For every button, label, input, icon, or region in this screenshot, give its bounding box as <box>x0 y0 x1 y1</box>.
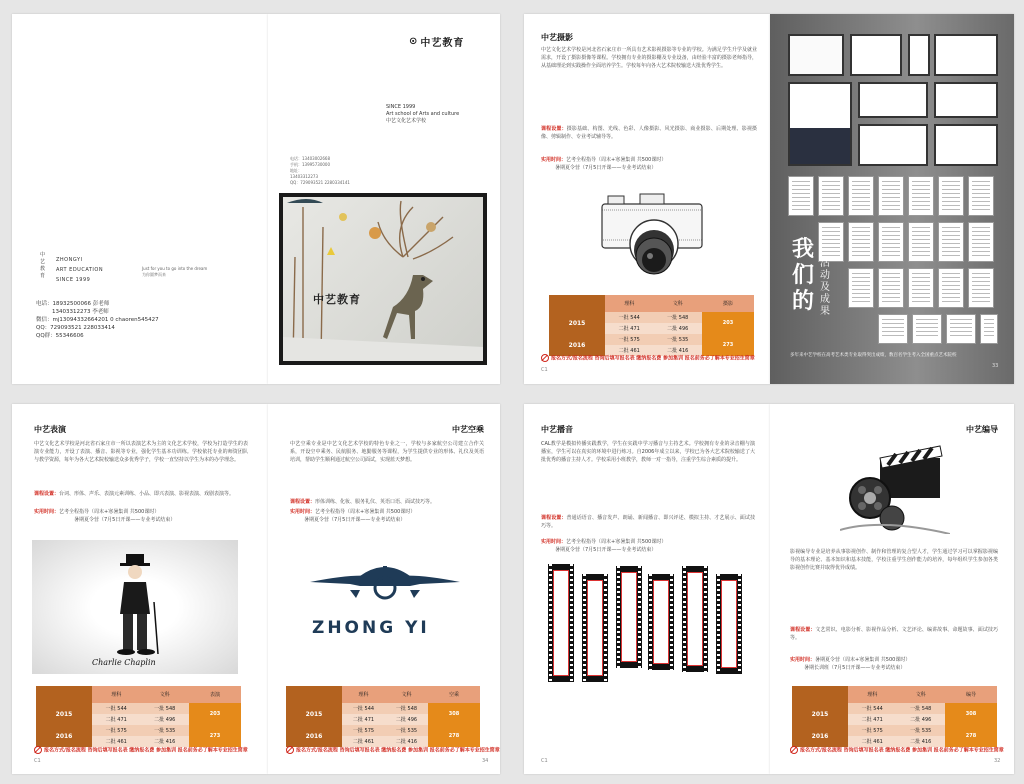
air-schedule <box>290 508 484 524</box>
notice-text: 报名方式/报名流程 咨询后填写报名表 缴纳报名费 参加集训 报名前务必了解本专业招生简章 <box>551 355 755 362</box>
table-cell: 二批 416 <box>897 736 946 747</box>
certificate-thumb <box>788 176 814 216</box>
table-header: 表演 <box>189 686 241 703</box>
schedule-text: 暑期夏令营（周末+寒暑集训 共500课时） <box>815 657 911 663</box>
certificate-thumb <box>908 268 934 308</box>
table-cell: 一批 544 <box>342 703 385 714</box>
schedule-label: 实用时间： <box>790 657 816 663</box>
table-cell: 二批 461 <box>342 736 385 747</box>
gallery-photo <box>934 82 998 118</box>
table-cell: 一批 535 <box>654 334 703 345</box>
poster-title: 中艺教育 <box>313 293 361 306</box>
airplane-icon <box>310 562 460 614</box>
film-strip <box>582 574 608 682</box>
table-cell: 一批 575 <box>848 725 897 736</box>
certificate-thumb <box>878 268 904 308</box>
table-header: 理科 <box>605 295 654 312</box>
table-cell: 一批 575 <box>342 725 385 736</box>
page-number: C1 <box>541 758 548 764</box>
table-cell: 一批 548 <box>385 703 428 714</box>
table-cell: 二批 461 <box>92 736 141 747</box>
table-cell: 二批 461 <box>848 736 897 747</box>
certificate-thumb <box>938 268 964 308</box>
table-accent: 278 <box>945 725 997 747</box>
course-text: 摄影基础、构图、光线、色彩、人像摄影、风光摄影、商业摄影、后期处理、影视摄像、剪辑制作、专业考试辅导等。 <box>541 126 757 140</box>
perform-page-body: 中艺文化艺术学校是河北省石家庄市一所以表演艺术为主的文化艺术学校，学校为打造学生的表演专业能力，开设了表演、播音、影视等专业，强化学生基本功训练。学校依托专业的师资团队与教学资源，每年为各大艺术院校输送众多优秀学子，学校一直坚持以学生为本的办学理念。 <box>34 441 248 463</box>
certificate-thumb <box>848 268 874 308</box>
contact-line: QQ群：55346606 <box>36 333 84 339</box>
cover-contacts <box>36 300 159 340</box>
certificate-thumb <box>878 176 904 216</box>
schedule-text: 艺考全程指导（周末+寒暑集训 共500课时） <box>566 539 667 545</box>
schedule-text: 艺考全程指导（周末+寒暑集训 共500课时） <box>315 509 416 515</box>
director-page-body: 影视编导专业是培养从事影视创作、制作和管理的复合型人才，学生通过学习可以掌握影视编导的基本理论、基本知识和基本技能，学校注重学生创作能力的培养，每年组织学生参加各类影视创作比赛并取得优异成绩。 <box>790 549 998 571</box>
course-text: 形体训练、化妆、服务礼仪、英语口语、面试技巧等。 <box>315 499 436 505</box>
photo-notice <box>541 354 755 362</box>
table-cell: 一批 535 <box>141 725 190 736</box>
gallery-big-title: 我们的 <box>792 236 815 314</box>
slogan-line-1: Just for you to go into the dream <box>142 266 208 271</box>
perform-page-title: 中艺表演 <box>34 425 66 434</box>
gallery-photo <box>934 124 998 166</box>
broadcast-schedule <box>541 538 755 554</box>
table-cell: 二批 471 <box>848 714 897 725</box>
camera-icon <box>598 190 708 282</box>
table-cell: 二批 461 <box>605 345 654 356</box>
table-cell: 二批 471 <box>92 714 141 725</box>
table-cell: 二批 496 <box>385 714 428 725</box>
certificate-thumb <box>848 222 874 262</box>
gallery-photo <box>850 34 902 76</box>
schedule-label: 实用时间： <box>541 157 567 163</box>
clapperboard-icon <box>840 438 950 534</box>
chaplin-figure-icon <box>106 552 166 662</box>
photo-page-title: 中艺摄影 <box>541 33 573 42</box>
air-course <box>290 498 484 506</box>
brand-line-3: SINCE 1999 <box>56 277 91 283</box>
certificate-thumb <box>968 176 994 216</box>
table-header: 文科 <box>385 686 428 703</box>
table-header-corner <box>792 686 848 703</box>
director-course <box>790 626 998 642</box>
slogan-line-2: 为你圆梦而来 <box>142 272 166 277</box>
table-header-corner <box>549 295 605 312</box>
table-cell: 一批 544 <box>605 312 654 323</box>
film-strip <box>616 566 642 668</box>
film-strip <box>648 574 674 670</box>
since-line-2: Art school of Arts and culture <box>386 111 460 117</box>
table-accent: 203 <box>189 703 241 725</box>
gallery-photo <box>908 34 930 76</box>
certificate-thumb <box>938 222 964 262</box>
table-cell: 二批 471 <box>342 714 385 725</box>
certificate-thumb <box>818 176 844 216</box>
small-contact-line: 13403312273 <box>290 174 318 179</box>
schedule-label: 实用时间： <box>290 509 316 515</box>
table-accent: 273 <box>189 725 241 747</box>
table-cell: 二批 496 <box>897 714 946 725</box>
cover-brand <box>56 255 103 285</box>
gallery-photo <box>858 82 928 118</box>
certificate-thumb <box>968 222 994 262</box>
table-cell: 二批 496 <box>654 323 703 334</box>
cover-logo <box>409 34 464 49</box>
table-header: 空乘 <box>428 686 480 703</box>
table-header: 理科 <box>342 686 385 703</box>
perform-score-table <box>36 686 241 747</box>
photo-page-body: 中艺文化艺术学校是河北省石家庄市一所具有艺术影视摄影等专业的学校。为满足学生升学及就业需求，开设了摄影摄像等课程。学校拥有专业的摄影棚及专业设备，由经验丰富的摄影老师指导，从基础理论到实践操作全面培养学生。学校每年向各大艺术院校输送大批优秀学生。 <box>541 47 757 69</box>
film-strip <box>716 574 742 674</box>
brand-line-2: ART EDUCATION <box>56 267 104 273</box>
schedule-label: 实用时间： <box>34 509 60 515</box>
cover-slogan <box>142 266 207 278</box>
broadcast-course <box>541 514 755 530</box>
table-cell: 一批 548 <box>654 312 703 323</box>
perform-schedule <box>34 508 248 524</box>
no-entry-icon <box>286 746 294 754</box>
air-logo-text: ZHONG YI <box>312 618 430 638</box>
small-contact-line: 电话：13403002668 <box>290 156 330 161</box>
table-cell: 一批 535 <box>385 725 428 736</box>
director-schedule <box>790 656 998 672</box>
schedule-label: 实用时间： <box>541 539 567 545</box>
table-cell: 一批 548 <box>141 703 190 714</box>
certificate-thumb <box>878 314 908 344</box>
logo-text: 中艺教育 <box>420 38 465 49</box>
notice-text: 报名方式/报名流程 咨询后填写报名表 缴纳报名费 参加集训 报名前务必了解本专业招生简章 <box>296 747 500 754</box>
certificate-thumb <box>818 222 844 262</box>
course-label: 课程设置： <box>290 499 316 505</box>
certificate-thumb <box>912 314 942 344</box>
notice-text: 报名方式/报名流程 咨询后填写报名表 缴纳报名费 参加集训 报名前务必了解本专业招生简章 <box>44 747 248 754</box>
gallery-photo <box>788 82 852 166</box>
cover-vertical-name: 中艺教育 <box>40 252 46 279</box>
schedule-text-2: 暑期夏令营（7月5日开课——专业考试结束） <box>74 517 176 523</box>
broadcast-page-body: CAL教学是模拟传播实践教学，学生在实践中学习播音与主持艺术。学校拥有专业的录音棚与演播室，学生可以在真实的环境中进行练习。自2006年成立以来，学校已为各大艺术院校输送了大批优秀的播音主持人才。学校采用小班教学，教师一对一指导，注重学生综合素质的提升。 <box>541 441 755 463</box>
table-accent: 308 <box>428 703 480 725</box>
table-year: 2015 <box>286 703 342 725</box>
course-text: 文艺常识、电影分析、影视作品分析、文艺评论、编讲故事、命题故事、面试技巧等。 <box>790 627 998 641</box>
certificate-thumb <box>848 176 874 216</box>
course-label: 课程设置： <box>541 126 567 132</box>
table-accent: 203 <box>702 312 754 334</box>
photo-schedule <box>541 156 757 172</box>
contact-line: 微信：mj13094332664201 0 chaoren545427 <box>36 317 159 323</box>
director-page-title: 中艺编导 <box>966 425 998 434</box>
certificate-thumb <box>968 268 994 308</box>
table-header: 摄影 <box>702 295 754 312</box>
table-year: 2015 <box>792 703 848 725</box>
chaplin-photo <box>32 540 238 674</box>
table-header: 理科 <box>92 686 141 703</box>
course-label: 课程设置： <box>34 491 60 497</box>
table-accent: 308 <box>945 703 997 725</box>
deer-illustration-icon <box>283 197 483 361</box>
no-entry-icon <box>541 354 549 362</box>
cover-small-contact <box>290 156 350 186</box>
schedule-text-2: 暑期夏令营（7月5日开课——专业考试结束） <box>555 165 657 171</box>
gallery-photo <box>858 124 928 166</box>
certificate-thumb <box>908 222 934 262</box>
gallery-photo <box>934 34 998 76</box>
small-contact-line: QQ：729093521 2280334141 <box>290 180 350 185</box>
course-label: 课程设置： <box>790 627 816 633</box>
air-notice <box>286 746 500 754</box>
table-header-corner <box>36 686 92 703</box>
table-year: 2016 <box>286 725 342 747</box>
director-score-table <box>792 686 997 747</box>
since-block <box>386 104 459 125</box>
table-cell: 二批 471 <box>605 323 654 334</box>
table-cell: 二批 496 <box>141 714 190 725</box>
page-number: C1 <box>34 758 41 764</box>
poster-canvas <box>283 197 483 361</box>
table-header-corner <box>286 686 342 703</box>
table-header: 文科 <box>654 295 703 312</box>
certificate-thumb <box>878 222 904 262</box>
table-cell: 一批 544 <box>92 703 141 714</box>
schedule-text: 艺考全程指导（周末+寒暑集训 共500课时） <box>59 509 160 515</box>
table-year: 2016 <box>36 725 92 747</box>
page-number: 32 <box>994 758 1001 764</box>
page-number: C1 <box>541 367 548 373</box>
table-year: 2015 <box>36 703 92 725</box>
table-cell: 一批 544 <box>848 703 897 714</box>
notice-text: 报名方式/报名流程 咨询后填写报名表 缴纳报名费 参加集训 报名前务必了解本专业招生简章 <box>800 747 1004 754</box>
no-entry-icon <box>790 746 798 754</box>
certificate-thumb <box>980 314 998 344</box>
table-cell: 一批 575 <box>92 725 141 736</box>
schedule-text: 艺考全程指导（周末+寒暑集训 共500课时） <box>566 157 667 163</box>
contact-line: 13403312273 李老师 <box>52 309 109 315</box>
perform-course <box>34 490 248 498</box>
cover-poster <box>279 193 487 365</box>
certificate-thumb <box>908 176 934 216</box>
photo-course <box>541 125 757 141</box>
certificate-thumb <box>938 176 964 216</box>
course-label: 课程设置： <box>541 515 567 521</box>
since-line-3: 中艺文化艺术学校 <box>386 118 427 124</box>
photo-score-table <box>549 295 754 356</box>
table-header: 理科 <box>848 686 897 703</box>
table-cell: 一批 548 <box>897 703 946 714</box>
schedule-text-2: 暑期夏令营（7月5日开课——专业考试结束） <box>304 517 406 523</box>
table-accent: 273 <box>702 334 754 356</box>
film-strip <box>682 566 708 672</box>
table-accent: 278 <box>428 725 480 747</box>
contact-line: QQ：729093521 228033414 <box>36 325 115 331</box>
small-contact-line: 地址： <box>290 168 302 173</box>
gallery-footer: 多年来中艺学校在高考艺术类专业取得突出成绩，数百名学生考入全国重点艺术院校 <box>790 353 957 358</box>
gallery-photo <box>788 34 844 76</box>
table-cell: 一批 575 <box>605 334 654 345</box>
table-header: 文科 <box>897 686 946 703</box>
broadcast-page-title: 中艺播音 <box>541 425 573 434</box>
no-entry-icon <box>34 746 42 754</box>
gallery-sub-title: 活动及成果 <box>820 258 830 317</box>
director-notice <box>790 746 1004 754</box>
air-score-table <box>286 686 480 747</box>
table-header: 编导 <box>945 686 997 703</box>
contact-line: 电话：18932500066 彭老师 <box>36 301 110 307</box>
film-strip <box>548 564 574 682</box>
table-cell: 二批 416 <box>385 736 428 747</box>
since-line-1: SINCE 1999 <box>386 104 416 110</box>
page-number: 33 <box>992 363 999 369</box>
table-cell: 二批 416 <box>141 736 190 747</box>
table-year: 2016 <box>549 334 605 356</box>
page-number: 34 <box>482 758 489 764</box>
small-contact-line: 手机：13995730000 <box>290 162 330 167</box>
air-page-title: 中艺空乘 <box>452 425 484 434</box>
brand-line-1: ZHONGYI <box>56 257 83 263</box>
table-cell: 二批 416 <box>654 345 703 356</box>
course-text: 普通话语音、播音发声、朗诵、新闻播音、即兴评述、模拟主持、才艺展示、面试技巧等。 <box>541 515 755 529</box>
schedule-text-2: 暑期夏令营（7月5日开课——专业考试结束） <box>555 547 657 553</box>
table-year: 2015 <box>549 312 605 334</box>
table-header: 文科 <box>141 686 190 703</box>
course-text: 台词、形体、声乐、表演元素训练、小品、即兴表演、影视表演、戏剧表演等。 <box>59 491 235 497</box>
air-page-body: 中艺空乘专业是中艺文化艺术学校的特色专业之一，学校与多家航空公司建立合作关系，开设空中乘务、民航服务、地勤服务等课程，为学生提供专业的形体、礼仪及英语培训，帮助学生顺利通过航空公司面试，实现蓝天梦想。 <box>290 441 484 463</box>
table-cell: 一批 535 <box>897 725 946 736</box>
chaplin-caption: Charlie Chaplin <box>92 658 156 667</box>
logo-mark-icon: ⊙ <box>409 36 418 47</box>
certificate-thumb <box>946 314 976 344</box>
schedule-text-2: 暑期长训班（7月5日开课——专业考试结束） <box>804 665 906 671</box>
table-year: 2016 <box>792 725 848 747</box>
perform-notice <box>34 746 248 754</box>
